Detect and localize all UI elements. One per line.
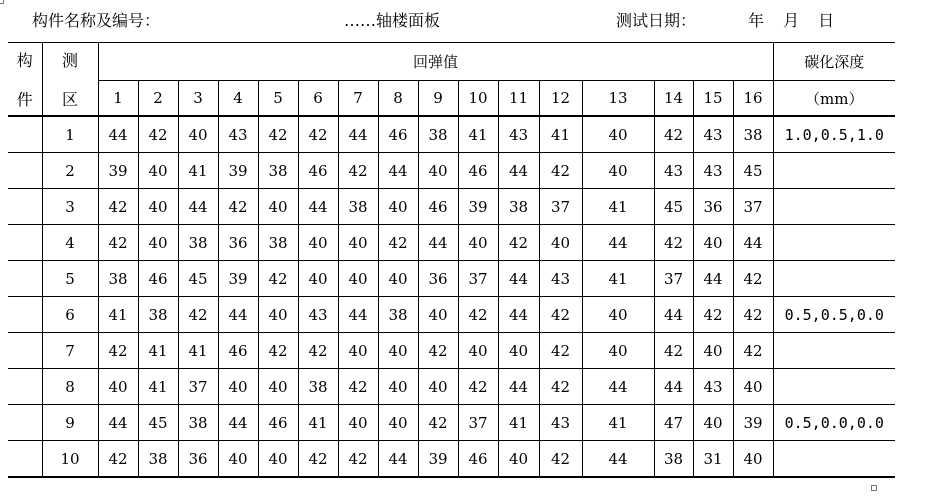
rebound-value-cell: 38 bbox=[418, 116, 458, 153]
rebound-value-cell: 46 bbox=[418, 189, 458, 225]
rebound-value-cell: 44 bbox=[498, 369, 539, 405]
component-cell bbox=[8, 189, 42, 225]
rebound-value-cell: 47 bbox=[654, 405, 693, 441]
rebound-value-cell: 42 bbox=[98, 225, 138, 261]
rebound-value-cell: 38 bbox=[733, 116, 773, 153]
rebound-value-cell: 42 bbox=[378, 225, 418, 261]
rebound-value-cell: 43 bbox=[693, 369, 733, 405]
rebound-value-cell: 40 bbox=[138, 189, 178, 225]
zone-number-cell: 8 bbox=[42, 369, 98, 405]
rebound-value-cell: 40 bbox=[378, 369, 418, 405]
rebound-value-cell: 40 bbox=[258, 189, 298, 225]
rebound-value-cell: 39 bbox=[733, 405, 773, 441]
point-number-header: 10 bbox=[458, 81, 498, 117]
rebound-value-cell: 42 bbox=[458, 369, 498, 405]
component-cell bbox=[8, 297, 42, 333]
rebound-value-cell: 42 bbox=[733, 333, 773, 369]
rebound-value-cell: 42 bbox=[338, 369, 378, 405]
rebound-value-cell: 44 bbox=[378, 153, 418, 189]
rebound-value-cell: 41 bbox=[138, 369, 178, 405]
rebound-value-cell: 42 bbox=[98, 189, 138, 225]
rebound-value-cell: 44 bbox=[338, 297, 378, 333]
component-cell bbox=[8, 225, 42, 261]
rebound-value-cell: 39 bbox=[218, 261, 258, 297]
rebound-value-cell: 39 bbox=[458, 189, 498, 225]
zone-number-cell: 1 bbox=[42, 116, 98, 153]
corner-mark bbox=[871, 485, 877, 491]
rebound-value-cell: 46 bbox=[458, 441, 498, 478]
rebound-value-cell: 42 bbox=[539, 369, 582, 405]
rebound-value-cell: 44 bbox=[98, 116, 138, 153]
rebound-value-cell: 42 bbox=[298, 441, 338, 478]
carbonation-depth-cell bbox=[773, 261, 895, 297]
rebound-value-cell: 42 bbox=[539, 441, 582, 478]
rebound-value-cell: 44 bbox=[338, 116, 378, 153]
rebound-value-cell: 40 bbox=[178, 116, 218, 153]
rebound-value-cell: 44 bbox=[418, 225, 458, 261]
rebound-value-cell: 40 bbox=[733, 441, 773, 478]
rebound-value-cell: 40 bbox=[733, 369, 773, 405]
point-number-header: 6 bbox=[298, 81, 338, 117]
rebound-value-cell: 42 bbox=[733, 261, 773, 297]
point-number-header: 9 bbox=[418, 81, 458, 117]
rebound-value-cell: 44 bbox=[498, 261, 539, 297]
rebound-value-cell: 39 bbox=[218, 153, 258, 189]
point-number-header: 15 bbox=[693, 81, 733, 117]
rebound-value-cell: 45 bbox=[733, 153, 773, 189]
zone-header-line1: 测 bbox=[61, 51, 78, 70]
table-row bbox=[8, 116, 895, 153]
point-number-header: 3 bbox=[178, 81, 218, 117]
rebound-value-cell: 40 bbox=[258, 369, 298, 405]
rebound-value-cell: 40 bbox=[338, 333, 378, 369]
table-row bbox=[8, 333, 895, 369]
rebound-value-cell: 40 bbox=[378, 333, 418, 369]
rebound-value-cell: 40 bbox=[693, 225, 733, 261]
carbonation-depth-cell bbox=[773, 225, 895, 261]
rebound-value-cell: 38 bbox=[298, 369, 338, 405]
rebound-value-cell: 40 bbox=[458, 333, 498, 369]
component-column-header bbox=[8, 43, 42, 117]
rebound-value-cell: 44 bbox=[654, 369, 693, 405]
rebound-value-cell: 37 bbox=[178, 369, 218, 405]
rebound-value-cell: 40 bbox=[258, 297, 298, 333]
rebound-value-cell: 42 bbox=[98, 441, 138, 478]
rebound-value-cell: 42 bbox=[298, 333, 338, 369]
corner-mark bbox=[0, 0, 4, 4]
rebound-value-cell: 41 bbox=[458, 116, 498, 153]
carbonation-unit: （mm） bbox=[773, 81, 895, 117]
point-number-header: 13 bbox=[582, 81, 654, 117]
zone-number-cell: 6 bbox=[42, 297, 98, 333]
date-units: 年 月 日 bbox=[748, 11, 835, 30]
rebound-value-cell: 44 bbox=[498, 153, 539, 189]
rebound-value-cell: 45 bbox=[138, 405, 178, 441]
rebound-value-cell: 41 bbox=[178, 333, 218, 369]
rebound-value-cell: 41 bbox=[98, 297, 138, 333]
rebound-value-cell: 42 bbox=[258, 333, 298, 369]
rebound-value-cell: 44 bbox=[178, 189, 218, 225]
rebound-value-cell: 38 bbox=[498, 189, 539, 225]
point-number-header: 14 bbox=[654, 81, 693, 117]
rebound-value-cell: 36 bbox=[218, 225, 258, 261]
rebound-table bbox=[8, 42, 895, 478]
rebound-value-cell: 41 bbox=[298, 405, 338, 441]
rebound-value-cell: 41 bbox=[582, 405, 654, 441]
rebound-value-cell: 38 bbox=[178, 225, 218, 261]
zone-number-cell: 4 bbox=[42, 225, 98, 261]
carbonation-depth-cell bbox=[773, 333, 895, 369]
rebound-value-cell: 37 bbox=[539, 189, 582, 225]
rebound-value-cell: 40 bbox=[418, 369, 458, 405]
component-cell bbox=[8, 153, 42, 189]
floor-slab-label: ……轴楼面板 bbox=[344, 11, 441, 30]
component-cell bbox=[8, 116, 42, 153]
rebound-value-cell: 44 bbox=[654, 297, 693, 333]
rebound-value-cell: 40 bbox=[258, 441, 298, 478]
measurement-rows bbox=[8, 116, 895, 477]
rebound-value-cell: 45 bbox=[178, 261, 218, 297]
rebound-value-cell: 41 bbox=[138, 333, 178, 369]
zone-number-cell: 3 bbox=[42, 189, 98, 225]
rebound-value-cell: 42 bbox=[654, 116, 693, 153]
rebound-value-cell: 44 bbox=[298, 189, 338, 225]
rebound-value-cell: 40 bbox=[138, 153, 178, 189]
rebound-value-cell: 41 bbox=[582, 261, 654, 297]
rebound-value-cell: 42 bbox=[539, 333, 582, 369]
rebound-value-cell: 43 bbox=[539, 405, 582, 441]
table-row bbox=[8, 405, 895, 441]
rebound-value-cell: 40 bbox=[378, 189, 418, 225]
rebound-value-cell: 38 bbox=[138, 297, 178, 333]
rebound-value-cell: 36 bbox=[418, 261, 458, 297]
rebound-values-header: 回弹值 bbox=[98, 43, 773, 81]
rebound-value-cell: 40 bbox=[338, 261, 378, 297]
rebound-value-cell: 40 bbox=[418, 297, 458, 333]
carbonation-depth-cell bbox=[773, 153, 895, 189]
table-row bbox=[8, 225, 895, 261]
rebound-value-cell: 45 bbox=[654, 189, 693, 225]
rebound-value-cell: 44 bbox=[582, 225, 654, 261]
rebound-value-cell: 44 bbox=[498, 297, 539, 333]
rebound-value-cell: 38 bbox=[258, 225, 298, 261]
rebound-value-cell: 38 bbox=[654, 441, 693, 478]
rebound-value-cell: 42 bbox=[418, 405, 458, 441]
rebound-value-cell: 40 bbox=[298, 261, 338, 297]
rebound-value-cell: 44 bbox=[98, 405, 138, 441]
component-cell bbox=[8, 333, 42, 369]
rebound-value-cell: 42 bbox=[138, 116, 178, 153]
rebound-value-cell: 36 bbox=[178, 441, 218, 478]
table-row bbox=[8, 369, 895, 405]
rebound-value-cell: 40 bbox=[582, 297, 654, 333]
rebound-value-cell: 44 bbox=[582, 369, 654, 405]
rebound-value-cell: 42 bbox=[298, 116, 338, 153]
rebound-value-cell: 43 bbox=[654, 153, 693, 189]
point-number-header: 4 bbox=[218, 81, 258, 117]
point-number-header: 5 bbox=[258, 81, 298, 117]
table-row bbox=[8, 189, 895, 225]
rebound-value-cell: 37 bbox=[458, 261, 498, 297]
rebound-value-cell: 40 bbox=[693, 405, 733, 441]
rebound-value-cell: 46 bbox=[138, 261, 178, 297]
rebound-value-cell: 42 bbox=[498, 225, 539, 261]
rebound-value-cell: 40 bbox=[582, 333, 654, 369]
zone-number-cell: 10 bbox=[42, 441, 98, 478]
point-number-header: 7 bbox=[338, 81, 378, 117]
rebound-value-cell: 43 bbox=[693, 116, 733, 153]
rebound-value-cell: 38 bbox=[338, 189, 378, 225]
rebound-value-cell: 38 bbox=[258, 153, 298, 189]
component-cell bbox=[8, 441, 42, 478]
rebound-value-cell: 42 bbox=[338, 441, 378, 478]
rebound-value-cell: 42 bbox=[539, 297, 582, 333]
rebound-value-cell: 40 bbox=[338, 225, 378, 261]
rebound-value-cell: 36 bbox=[693, 189, 733, 225]
rebound-value-cell: 40 bbox=[693, 333, 733, 369]
record-header bbox=[8, 0, 875, 38]
rebound-value-cell: 38 bbox=[378, 297, 418, 333]
rebound-value-cell: 40 bbox=[218, 441, 258, 478]
rebound-value-cell: 38 bbox=[138, 441, 178, 478]
rebound-value-cell: 42 bbox=[418, 333, 458, 369]
carbonation-depth-cell: 0.5,0.0,0.0 bbox=[773, 405, 895, 441]
rebound-value-cell: 44 bbox=[378, 441, 418, 478]
point-number-header: 2 bbox=[138, 81, 178, 117]
rebound-value-cell: 42 bbox=[258, 116, 298, 153]
component-cell bbox=[8, 261, 42, 297]
point-number-header: 11 bbox=[498, 81, 539, 117]
rebound-value-cell: 42 bbox=[654, 333, 693, 369]
rebound-value-cell: 46 bbox=[458, 153, 498, 189]
rebound-value-cell: 42 bbox=[693, 297, 733, 333]
rebound-value-cell: 43 bbox=[498, 116, 539, 153]
table-row bbox=[8, 261, 895, 297]
rebound-value-cell: 43 bbox=[218, 116, 258, 153]
rebound-value-cell: 41 bbox=[582, 189, 654, 225]
rebound-value-cell: 37 bbox=[654, 261, 693, 297]
rebound-value-cell: 46 bbox=[298, 153, 338, 189]
point-number-header: 16 bbox=[733, 81, 773, 117]
rebound-value-cell: 42 bbox=[98, 333, 138, 369]
rebound-value-cell: 42 bbox=[539, 153, 582, 189]
rebound-value-cell: 40 bbox=[378, 405, 418, 441]
rebound-value-cell: 38 bbox=[178, 405, 218, 441]
carbonation-header: 碳化深度 bbox=[773, 43, 895, 81]
carbonation-depth-cell bbox=[773, 189, 895, 225]
rebound-value-cell: 42 bbox=[458, 297, 498, 333]
rebound-value-cell: 38 bbox=[98, 261, 138, 297]
zone-number-cell: 2 bbox=[42, 153, 98, 189]
rebound-value-cell: 42 bbox=[178, 297, 218, 333]
rebound-value-cell: 46 bbox=[378, 116, 418, 153]
table-row bbox=[8, 441, 895, 478]
carbonation-depth-cell bbox=[773, 441, 895, 478]
rebound-value-cell: 41 bbox=[178, 153, 218, 189]
component-header-line2: 件 bbox=[16, 90, 33, 109]
rebound-value-cell: 41 bbox=[498, 405, 539, 441]
rebound-value-cell: 31 bbox=[693, 441, 733, 478]
rebound-value-cell: 40 bbox=[458, 225, 498, 261]
rebound-value-cell: 40 bbox=[582, 116, 654, 153]
rebound-value-cell: 42 bbox=[258, 261, 298, 297]
test-date-label: 测试日期： bbox=[616, 11, 697, 30]
rebound-value-cell: 44 bbox=[218, 297, 258, 333]
rebound-value-cell: 40 bbox=[582, 153, 654, 189]
rebound-value-cell: 42 bbox=[218, 189, 258, 225]
rebound-value-cell: 44 bbox=[733, 225, 773, 261]
carbonation-depth-cell bbox=[773, 369, 895, 405]
point-number-header: 8 bbox=[378, 81, 418, 117]
zone-number-cell: 9 bbox=[42, 405, 98, 441]
zone-number-cell: 7 bbox=[42, 333, 98, 369]
rebound-value-cell: 37 bbox=[458, 405, 498, 441]
rebound-value-cell: 44 bbox=[582, 441, 654, 478]
component-header-line1: 构 bbox=[16, 51, 33, 70]
rebound-value-cell: 40 bbox=[418, 153, 458, 189]
rebound-value-cell: 40 bbox=[498, 441, 539, 478]
table-row bbox=[8, 153, 895, 189]
carbonation-depth-cell: 0.5,0.5,0.0 bbox=[773, 297, 895, 333]
rebound-value-cell: 42 bbox=[733, 297, 773, 333]
point-number-header: 1 bbox=[98, 81, 138, 117]
rebound-value-cell: 41 bbox=[539, 116, 582, 153]
table-row bbox=[8, 297, 895, 333]
rebound-value-cell: 42 bbox=[654, 225, 693, 261]
rebound-value-cell: 43 bbox=[539, 261, 582, 297]
component-name-label: 构件名称及编号： bbox=[32, 11, 161, 30]
rebound-value-cell: 40 bbox=[298, 225, 338, 261]
rebound-value-cell: 40 bbox=[539, 225, 582, 261]
rebound-value-cell: 46 bbox=[218, 333, 258, 369]
rebound-value-cell: 37 bbox=[733, 189, 773, 225]
point-number-header: 12 bbox=[539, 81, 582, 117]
rebound-value-cell: 39 bbox=[98, 153, 138, 189]
rebound-value-cell: 42 bbox=[338, 153, 378, 189]
rebound-value-cell: 40 bbox=[378, 261, 418, 297]
rebound-value-cell: 44 bbox=[693, 261, 733, 297]
rebound-value-cell: 46 bbox=[258, 405, 298, 441]
zone-number-cell: 5 bbox=[42, 261, 98, 297]
rebound-value-cell: 40 bbox=[498, 333, 539, 369]
rebound-value-cell: 44 bbox=[218, 405, 258, 441]
zone-header-line2: 区 bbox=[61, 90, 78, 109]
component-cell bbox=[8, 405, 42, 441]
component-cell bbox=[8, 369, 42, 405]
rebound-value-cell: 39 bbox=[418, 441, 458, 478]
rebound-value-cell: 40 bbox=[138, 225, 178, 261]
rebound-value-cell: 40 bbox=[98, 369, 138, 405]
rebound-value-cell: 43 bbox=[693, 153, 733, 189]
rebound-value-cell: 40 bbox=[338, 405, 378, 441]
rebound-value-cell: 40 bbox=[218, 369, 258, 405]
rebound-value-cell: 43 bbox=[298, 297, 338, 333]
carbonation-depth-cell: 1.0,0.5,1.0 bbox=[773, 116, 895, 153]
zone-column-header bbox=[42, 43, 98, 117]
